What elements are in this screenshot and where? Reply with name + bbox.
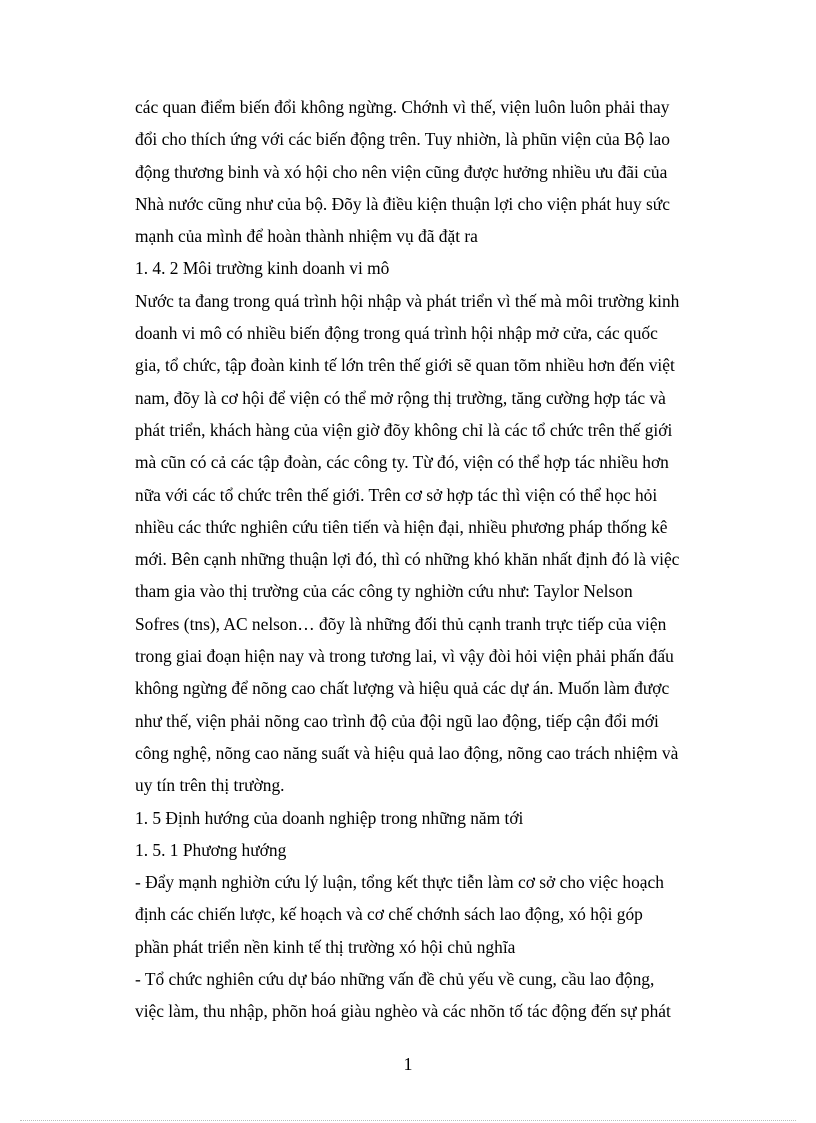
text-line: uy tín trên thị trường. [135, 775, 285, 796]
text-line: nam, đõy là cơ hội để viện có thể mở rộng thị trường, tăng cường hợp tác và [135, 387, 666, 408]
text-line: việc làm, thu nhập, phõn hoá giàu nghèo và các nhõn tố tác động đến sự phát [135, 1001, 671, 1022]
text-line: nữa với các tổ chức trên thế giới. Trên cơ sở hợp tác thì viện có thể học hỏi [135, 484, 658, 505]
text-line: trong giai đoạn hiện nay và trong tương lai, vì vậy đòi hỏi viện phải phấn đấu [135, 646, 674, 667]
text-line: Sofres (tns), AC nelson… đõy là những đối thủ cạnh tranh trực tiếp của viện [135, 613, 667, 634]
text-line: các quan điểm biến đổi không ngừng. Chớnh vì thế, viện luôn luôn phải thay [135, 97, 670, 117]
text-line: phát triển, khách hàng của viện giờ đõy không chỉ là các tổ chức trên thế giới [135, 419, 673, 440]
section-heading: 1. 4. 2 Môi trường kinh doanh vi mô [135, 258, 390, 279]
bullet-line: - Đẩy mạnh nghiờn cứu lý luận, tổng kết thực tiễn làm cơ sở cho việc hoạch [135, 872, 664, 893]
text-line: mới. Bên cạnh những thuận lợi đó, thì có những khó khăn nhất định đó là việc [135, 549, 680, 570]
text-line: đổi cho thích ứng với các biến động trên. Tuy nhiờn, là phũn viện của Bộ lao [135, 129, 670, 150]
text-line: như thế, viện phải nõng cao trình độ của đội ngũ lao động, tiếp cận đổi mới [135, 710, 659, 731]
text-line: mạnh của mình để hoàn thành nhiệm vụ đã đặt ra [135, 226, 478, 247]
bullet-line: - Tổ chức nghiên cứu dự báo những vấn đề chủ yếu về cung, cầu lao động, [135, 969, 655, 990]
section-heading: 1. 5 Định hướng của doanh nghiệp trong những năm tới [135, 807, 524, 828]
page-number: 1 [403, 1054, 413, 1074]
text-line: không ngừng để nõng cao chất lượng và hiệu quả các dự án. Muốn làm được [135, 678, 670, 699]
text-line: doanh vi mô có nhiều biến động trong quá trình hội nhập mở cửa, các quốc [135, 323, 658, 344]
page-bottom-divider [20, 1120, 796, 1121]
text-line: nhiều các thức nghiên cứu tiên tiến và hiện đại, nhiều phương pháp thống kê [135, 516, 668, 537]
body-text [135, 91, 745, 1028]
text-line: phần phát triển nền kinh tế thị trường xó hội chủ nghĩa [135, 936, 516, 957]
text-line: mà cũn có cả các tập đoàn, các công ty. Từ đó, viện có thể hợp tác nhiều hơn [135, 452, 669, 473]
text-line: gia, tổ chức, tập đoàn kinh tế lớn trên thế giới sẽ quan tõm nhiều hơn đến việt [135, 355, 675, 376]
text-line: Nước ta đang trong quá trình hội nhập và phát triển vì thế mà môi trường kinh [135, 290, 680, 311]
text-line: công nghệ, nõng cao năng suất và hiệu quả lao động, nõng cao trách nhiệm và [135, 742, 679, 763]
text-line: định các chiến lược, kế hoạch và cơ chế chớnh sách lao động, xó hội góp [135, 904, 643, 925]
text-line: tham gia vào thị trường của các công ty nghiờn cứu như: Taylor Nelson [135, 581, 633, 602]
text-line: Nhà nước cũng như của bộ. Đõy là điều kiện thuận lợi cho viện phát huy sức [135, 193, 670, 214]
subsection-heading: 1. 5. 1 Phương hướng [135, 839, 287, 860]
text-line: động thương binh và xó hội cho nên viện cũng được hưởng nhiều ưu đãi của [135, 161, 668, 182]
